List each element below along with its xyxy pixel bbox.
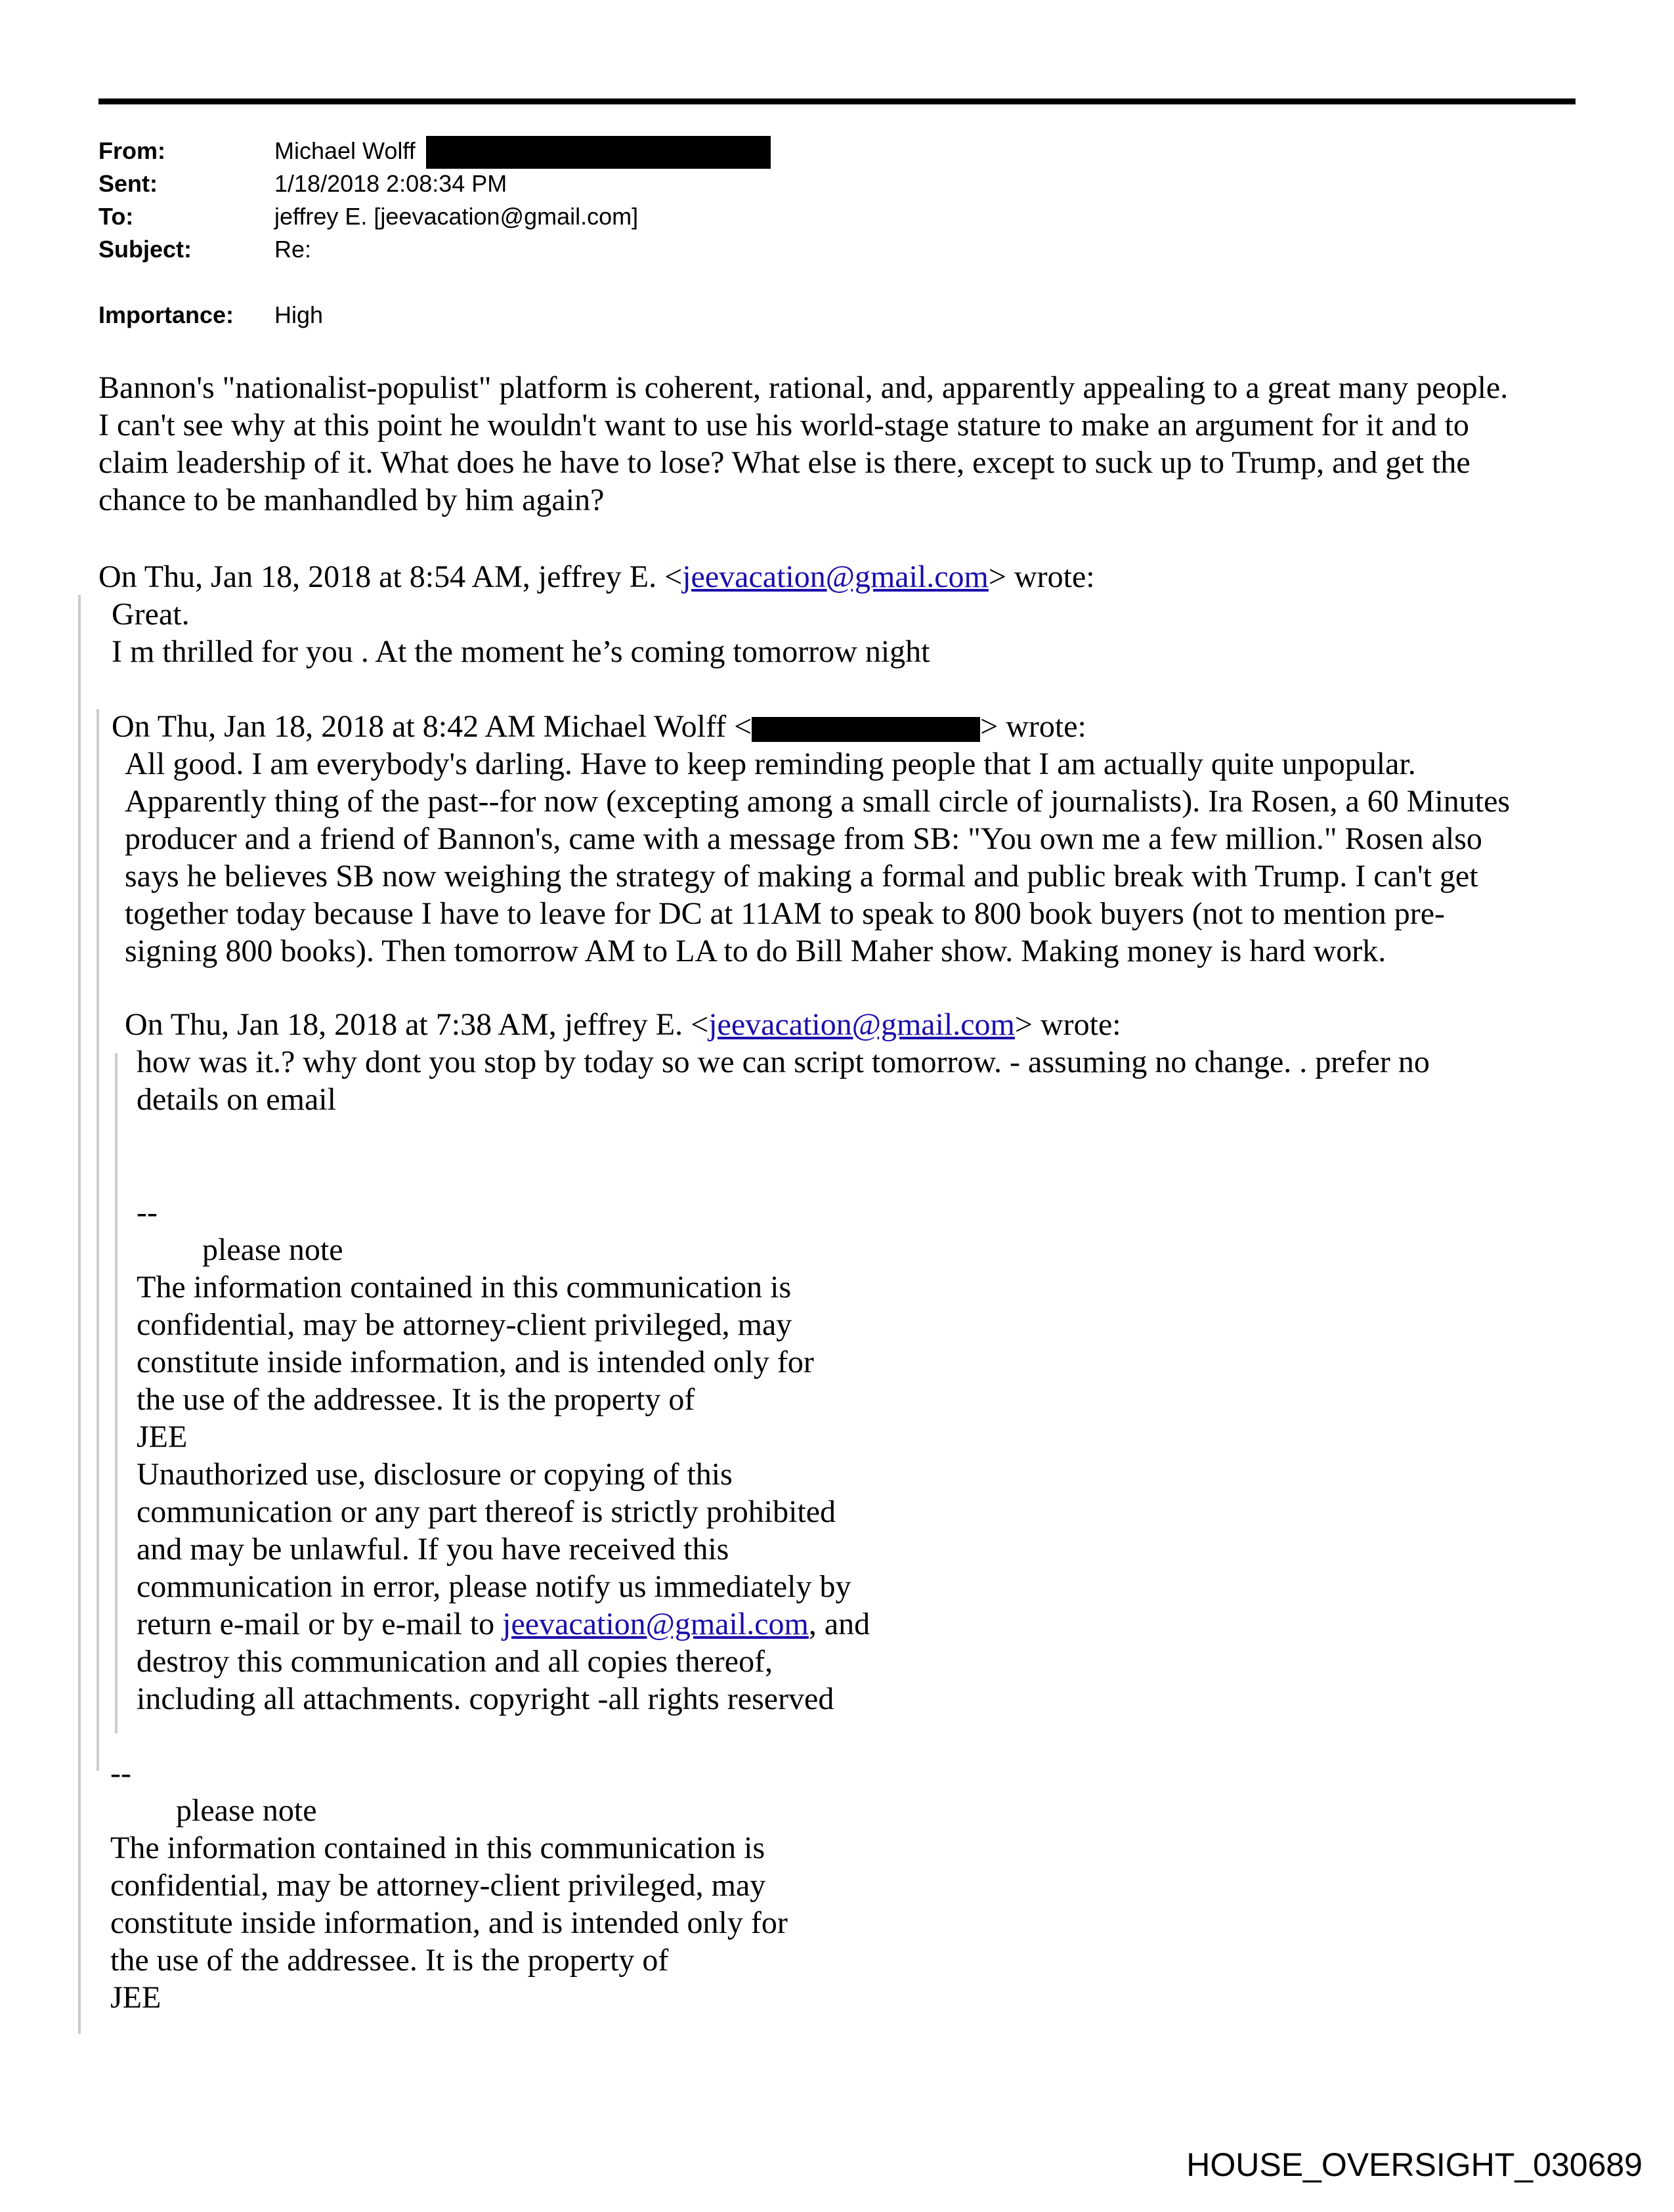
message-body [98,369,1508,519]
quote-line: signing 800 books). Then tomorrow AM to LA to do Bill Maher show. Making money is hard work. [125,934,1386,968]
quote-line: how was it.? why dont you stop by today so we can script tomorrow. - assuming no change. . prefer no [137,1045,1430,1079]
disclaimer-line: confidential, may be attorney-client privileged, may [110,1868,766,1903]
disclaimer-line: JEE [110,1980,161,2015]
quote-bar-level-1 [78,595,81,2034]
quote3-body [137,1043,1430,1118]
quote-line: details on email [137,1082,336,1117]
disclaimer-line: Unauthorized use, disclosure or copying of this [137,1457,733,1492]
sent-value: 1/18/2018 2:08:34 PM [274,170,507,197]
bates-number: HOUSE_OVERSIGHT_030689 [1186,2146,1642,2183]
signature-dashes: -- [110,1756,131,1790]
quote-line: says he believes SB now weighing the strategy of making a formal and public break with Trump. I can't get [125,859,1478,894]
from-value [274,135,771,169]
quote1-attribution: On Thu, Jan 18, 2018 at 8:54 AM, jeffrey E. <jeevacation@gmail.com> wrote: [98,559,1095,594]
signature-note: please note [176,1793,317,1828]
disclaimer-line: constitute inside information, and is intended only for [110,1905,788,1940]
body-line: I can't see why at this point he wouldn't want to use his world-stage stature to make an argument for it and to [98,408,1469,443]
disclaimer-line: and may be unlawful. If you have received this [137,1532,729,1567]
quote-line: All good. I am everybody's darling. Have to keep reminding people that I am actually quite unpopular. [125,747,1416,781]
disclaimer-line: the use of the addressee. It is the property of [110,1943,669,1978]
disclaimer-line: JEE [137,1420,188,1454]
quote-bar-level-3 [115,1053,118,1733]
redaction-box [426,136,771,169]
importance-value: High [274,301,324,328]
quote-line: I m thrilled for you . At the moment he’s coming tomorrow night [112,634,930,669]
signature-dashes: -- [137,1195,158,1230]
to-value: jeffrey E. [jeevacation@gmail.com] [274,203,639,230]
quote-line: producer and a friend of Bannon's, came with a message from SB: "You own me a few million." Rosen also [125,821,1482,856]
to-label: To: [98,203,134,230]
quote3-attribution: On Thu, Jan 18, 2018 at 7:38 AM, jeffrey E. <jeevacation@gmail.com> wrote: [125,1007,1121,1042]
quote2-body [125,745,1510,970]
quote1-signature [110,1754,788,2016]
body-line: Bannon's "nationalist-populist" platform is coherent, rational, and, apparently appealing to a great many people. [98,370,1509,405]
disclaimer-line: communication or any part thereof is strictly prohibited [137,1494,836,1529]
quote1-body [112,596,930,670]
body-line: claim leadership of it. What does he have to lose? What else is there, except to suck up to Trump, and get the [98,445,1470,480]
sent-label: Sent: [98,170,158,197]
disclaimer-line: return e-mail or by e-mail to jeevacation@gmail.com, and [137,1607,870,1641]
subject-label: Subject: [98,236,192,263]
header-rule [98,98,1576,104]
disclaimer-line: communication in error, please notify us immediately by [137,1569,851,1604]
disclaimer-line: the use of the addressee. It is the property of [137,1382,695,1417]
disclaimer-line: confidential, may be attorney-client privileged, may [137,1307,792,1342]
disclaimer-line: destroy this communication and all copies thereof, [137,1644,773,1679]
quote-line: together today because I have to leave for DC at 11AM to speak to 800 book buyers (not to mention pre- [125,896,1446,931]
redaction-box [752,717,980,742]
quote-line: Great. [112,597,190,632]
quote-bar-level-2 [97,709,99,1771]
quote-line: Apparently thing of the past--for now (excepting among a small circle of journalists). Ira Rosen, a 60 Minutes [125,784,1511,819]
signature-note: please note [202,1232,343,1267]
importance-label: Importance: [98,301,234,328]
from-name: Michael Wolff [274,137,416,164]
disclaimer-line: constitute inside information, and is intended only for [137,1345,814,1379]
email-link[interactable]: jeevacation@gmail.com [502,1607,809,1641]
subject-value: Re: [274,236,312,263]
email-link[interactable]: jeevacation@gmail.com [708,1007,1015,1042]
disclaimer-line: including all attachments. copyright -all rights reserved [137,1681,834,1716]
from-label: From: [98,137,165,164]
body-line: chance to be manhandled by him again? [98,483,605,517]
email-link[interactable]: jeevacation@gmail.com [682,559,989,594]
disclaimer-line: The information contained in this communication is [137,1270,792,1305]
disclaimer-line: The information contained in this communication is [110,1831,765,1865]
quote2-attribution: On Thu, Jan 18, 2018 at 8:42 AM Michael Wolff < > wrote: [112,709,1086,744]
quote3-signature [137,1194,870,1718]
